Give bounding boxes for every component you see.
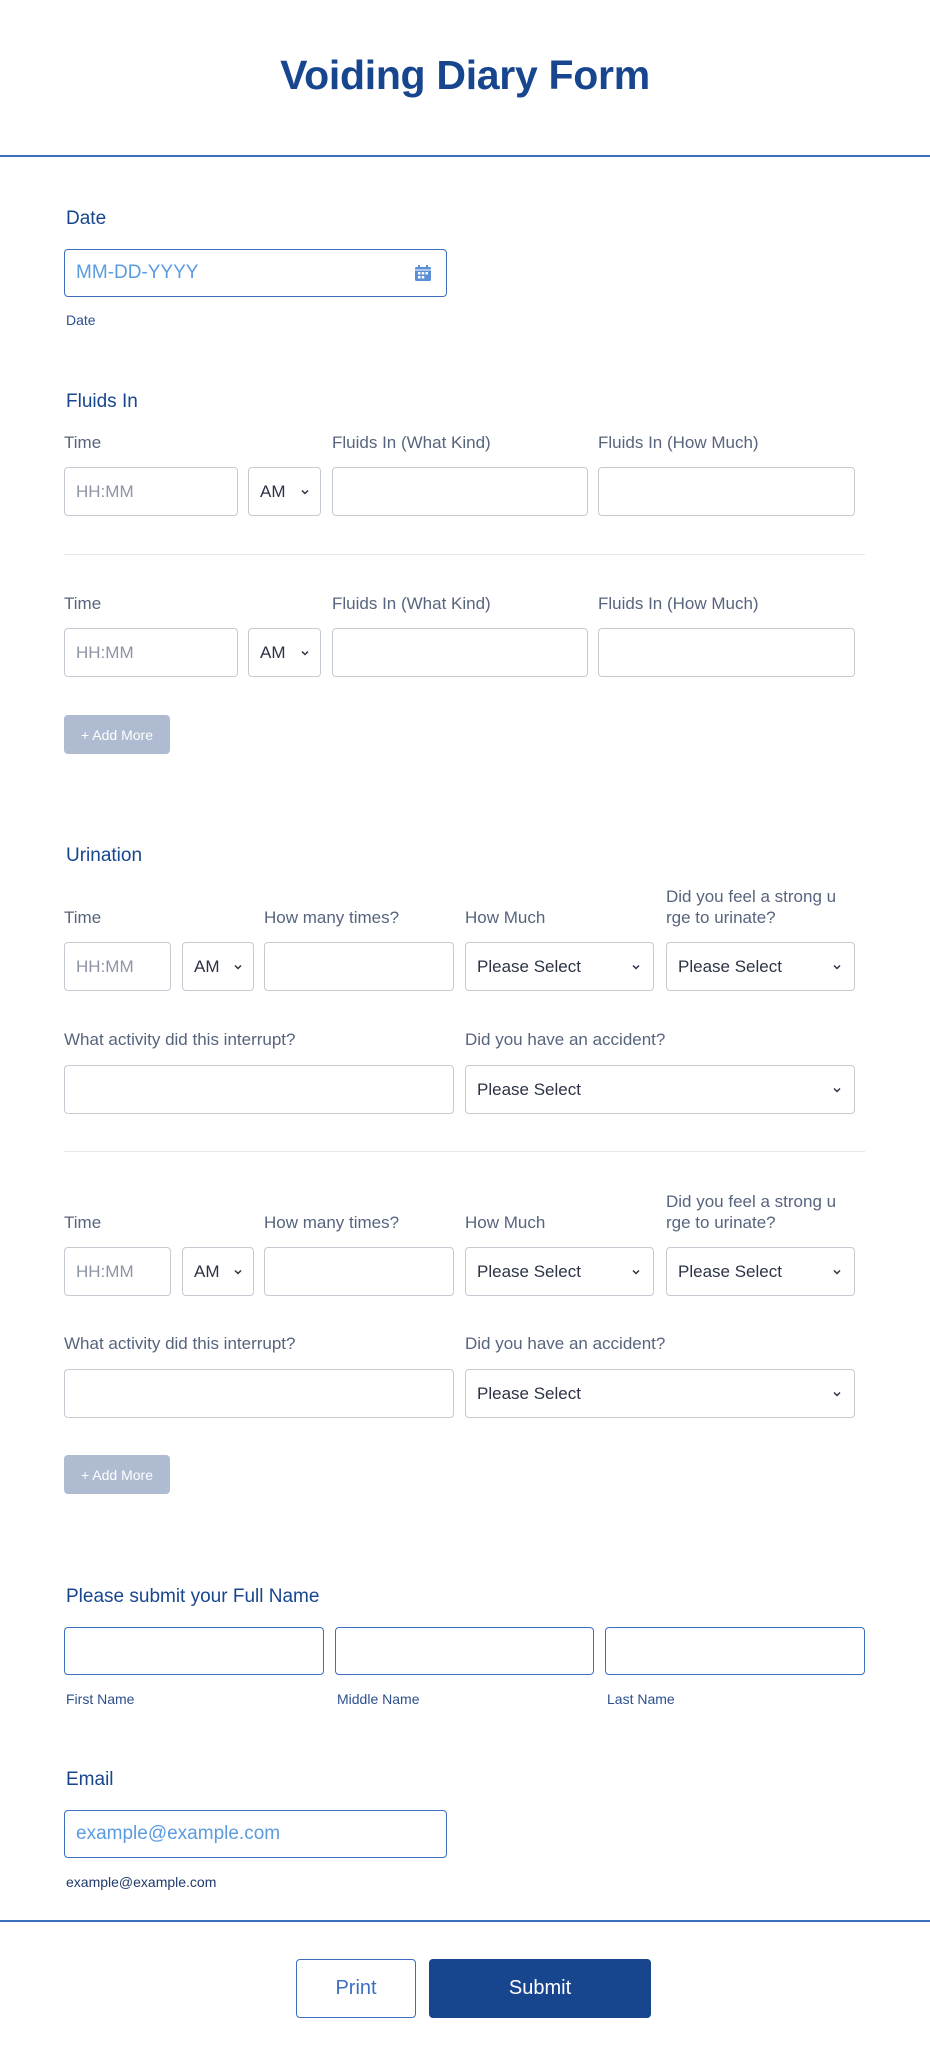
full-name-heading: Please submit your Full Name xyxy=(66,1586,320,1607)
urination-activity-label: What activity did this interrupt? xyxy=(64,1334,296,1353)
email-input[interactable] xyxy=(64,1810,447,1858)
ampm-value: AM xyxy=(194,1261,220,1281)
urination-accident-label: Did you have an accident? xyxy=(465,1334,666,1353)
urination-times-label: How many times? xyxy=(264,908,400,927)
time-placeholder: HH:MM xyxy=(76,642,134,662)
fluids-ampm-select[interactable] xyxy=(248,467,321,516)
how-much-value: Please Select xyxy=(477,956,581,976)
accident-value: Please Select xyxy=(477,1079,581,1099)
fluids-amount-label: Fluids In (How Much) xyxy=(598,433,759,452)
page-title: Voiding Diary Form xyxy=(280,52,650,98)
chevron-down-icon xyxy=(631,1267,641,1277)
urination-time-label: Time xyxy=(64,1213,102,1232)
urination-activity-input[interactable] xyxy=(64,1065,454,1114)
chevron-down-icon xyxy=(631,962,641,972)
fluids-kind-input[interactable] xyxy=(332,467,588,516)
date-placeholder: MM-DD-YYYY xyxy=(76,262,199,283)
last-name-input[interactable] xyxy=(605,1627,865,1675)
urination-times-input[interactable] xyxy=(264,1247,454,1296)
fluids-ampm-select[interactable] xyxy=(248,628,321,677)
fluids-in-heading: Fluids In xyxy=(66,391,138,412)
urination-time-label: Time xyxy=(64,908,102,927)
urination-time-input[interactable] xyxy=(64,1247,171,1296)
accident-value: Please Select xyxy=(477,1383,581,1403)
middle-name-input[interactable] xyxy=(335,1627,594,1675)
urination-accident-select[interactable] xyxy=(465,1065,855,1114)
first-name-sublabel: First Name xyxy=(66,1691,135,1707)
urination-activity-label: What activity did this interrupt? xyxy=(64,1030,296,1049)
urination-urge-label xyxy=(666,886,836,928)
chevron-down-icon xyxy=(832,1267,842,1277)
urination-times-label: How many times? xyxy=(264,1213,400,1232)
urination-add-more-button[interactable]: + Add More xyxy=(64,1455,170,1494)
middle-name-sublabel: Middle Name xyxy=(337,1691,420,1707)
fluids-time-label: Time xyxy=(64,433,102,452)
urge-value: Please Select xyxy=(678,1261,782,1281)
urination-time-input[interactable] xyxy=(64,942,171,991)
fluids-kind-label: Fluids In (What Kind) xyxy=(332,594,491,613)
date-sublabel: Date xyxy=(66,312,96,328)
chevron-down-icon xyxy=(300,648,310,658)
urination-activity-input[interactable] xyxy=(64,1369,454,1418)
urination-how-much-label: How Much xyxy=(465,1213,546,1232)
urge-label-line1: Did you feel a strong u xyxy=(666,1192,837,1211)
print-button[interactable]: Print xyxy=(296,1959,416,2018)
urination-times-input[interactable] xyxy=(264,942,454,991)
urination-accident-label: Did you have an accident? xyxy=(465,1030,666,1049)
fluids-amount-input[interactable] xyxy=(598,467,855,516)
ampm-value: AM xyxy=(194,956,220,976)
time-placeholder: HH:MM xyxy=(76,1261,134,1281)
urge-label-line2: rge to urinate? xyxy=(666,1213,776,1232)
submit-button[interactable]: Submit xyxy=(429,1959,651,2018)
first-name-input[interactable] xyxy=(64,1627,324,1675)
chevron-down-icon xyxy=(233,962,243,972)
email-sublabel: example@example.com xyxy=(66,1874,217,1890)
urination-urge-select[interactable] xyxy=(666,942,855,991)
ampm-value: AM xyxy=(260,481,286,501)
fluids-time-label: Time xyxy=(64,594,102,613)
email-heading: Email xyxy=(66,1769,114,1790)
ampm-value: AM xyxy=(260,642,286,662)
urge-label-line1: Did you feel a strong u xyxy=(666,887,837,906)
urination-how-much-select[interactable] xyxy=(465,942,654,991)
header-divider xyxy=(0,155,930,157)
urination-how-much-select[interactable] xyxy=(465,1247,654,1296)
urination-ampm-select[interactable] xyxy=(182,1247,254,1296)
date-input[interactable] xyxy=(64,249,447,297)
time-placeholder: HH:MM xyxy=(76,481,134,501)
urination-urge-select[interactable] xyxy=(666,1247,855,1296)
last-name-sublabel: Last Name xyxy=(607,1691,675,1707)
urination-ampm-select[interactable] xyxy=(182,942,254,991)
chevron-down-icon xyxy=(832,1085,842,1095)
urination-row-divider xyxy=(64,1151,865,1152)
chevron-down-icon xyxy=(832,1389,842,1399)
fluids-time-input[interactable] xyxy=(64,628,238,677)
fluids-time-input[interactable] xyxy=(64,467,238,516)
fluids-kind-label: Fluids In (What Kind) xyxy=(332,433,491,452)
chevron-down-icon xyxy=(832,962,842,972)
urination-heading: Urination xyxy=(66,845,143,866)
fluids-amount-label: Fluids In (How Much) xyxy=(598,594,759,613)
urination-how-much-label: How Much xyxy=(465,908,546,927)
urge-label-line2: rge to urinate? xyxy=(666,908,776,927)
how-much-value: Please Select xyxy=(477,1261,581,1281)
urination-urge-label xyxy=(666,1191,836,1233)
chevron-down-icon xyxy=(300,487,310,497)
fluids-amount-input[interactable] xyxy=(598,628,855,677)
email-placeholder: example@example.com xyxy=(76,1823,281,1844)
time-placeholder: HH:MM xyxy=(76,956,134,976)
calendar-icon[interactable] xyxy=(414,264,432,282)
footer-divider xyxy=(0,1920,930,1922)
urge-value: Please Select xyxy=(678,956,782,976)
fluids-add-more-button[interactable]: + Add More xyxy=(64,715,170,754)
fluids-kind-input[interactable] xyxy=(332,628,588,677)
chevron-down-icon xyxy=(233,1267,243,1277)
date-heading: Date xyxy=(66,208,107,229)
fluids-row-divider xyxy=(64,554,865,555)
urination-accident-select[interactable] xyxy=(465,1369,855,1418)
